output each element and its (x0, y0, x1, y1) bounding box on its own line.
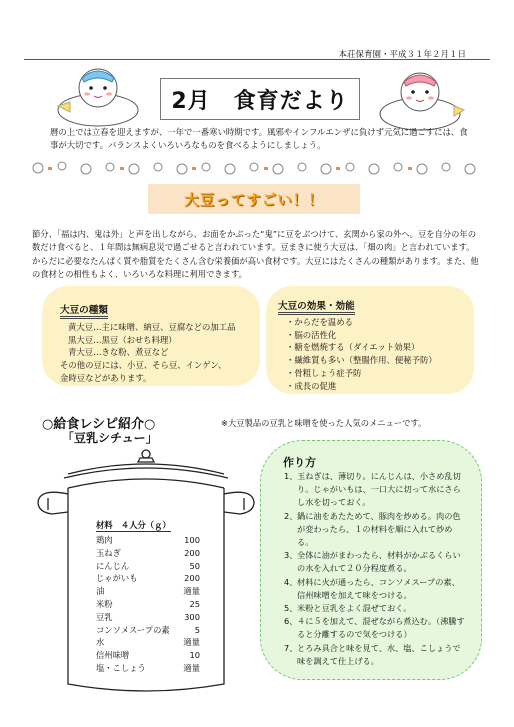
soybean-description: 節分、「福は内、鬼は外」と声を出しながら、お面をかぶった“鬼”に豆をぶつけて、玄関から家の外へ。豆を自分の年の数だけ食べると、１年間は無病息災で過ごせると言われています。豆まきに使う大豆は、「畑の肉」と言われています。からだに必要なたんぱく質や脂質をたくさん含む栄養価が高い食材です。大豆にはたくさんの種類があります。また、他の食材との相性もよく、いろいろな料理に利用できます。 (32, 229, 479, 280)
section-banner: 大豆ってすごい！！ (148, 184, 360, 214)
step-item: 1、 玉ねぎは、薄切り。にんじんは、小さめ乱切り。じゃがいもは、一口大に切って水にさらし水を切っておく。 (284, 471, 461, 508)
snowman-icon (372, 70, 468, 132)
step-item: 6、 ４に５を加えて、混ぜながら煮込む。（沸騰すると分離するので気をつける） (284, 616, 465, 640)
steps-title: 作り方 (283, 456, 316, 469)
step-item: 4、 材料に火が通ったら、コンソメスープの素、信州味噌を加えて味をつける。 (284, 576, 460, 600)
step-item: 7、 とろみ具合と味を見て、水、塩、こしょうで味を調えて仕上げる。 (284, 642, 461, 666)
ingredient-row: じゃがいも 200 (96, 573, 200, 584)
types-line: その他の豆には、小豆、そら豆、インゲン、 (60, 360, 227, 371)
header-divider (24, 59, 490, 60)
recipe-name: 「豆乳シチュー」 (62, 431, 158, 445)
steps-list (284, 470, 466, 668)
soybean-types-panel (42, 286, 260, 386)
ingredient-list (96, 519, 200, 675)
ingredient-row: 油 適量 (96, 586, 200, 597)
effect-item: ・脳の活性化 (286, 329, 337, 340)
ingredient-row: 水 適量 (96, 637, 200, 648)
types-line: 黒大豆…黒豆（おせち料理） (68, 334, 177, 345)
soybean-effects-panel (266, 286, 474, 394)
snowman-icon (52, 66, 144, 128)
effect-item: ・成長の促進 (286, 380, 337, 391)
header-line: 本荘保育園・平成３１年２月１日 (338, 50, 466, 60)
ingredient-row: 塩・こしょう 適量 (96, 662, 200, 673)
ingredient-row: 豆乳 300 (96, 611, 200, 622)
step-item: 2、 鍋に油をあたためて、豚肉を炒める。肉の色が変わったら、１の材料を順に入れて炒める。 (284, 510, 461, 548)
ingredient-row: コンソメスープの素 5 (96, 624, 200, 635)
page-title: 2月 食育だより (160, 78, 360, 120)
step-item: 5、 米粉と豆乳をよく混ぜておく。 (284, 603, 412, 614)
effect-item: ・からだを温める (286, 317, 353, 327)
recipe-heading: ○給食レシピ紹介○ (42, 417, 156, 432)
ingredient-row: 玉ねぎ 200 (96, 547, 200, 558)
types-line: 青大豆…きな粉、煮豆など (68, 347, 169, 358)
ingredient-row: 鶏肉 100 (96, 535, 200, 545)
ingredient-row: 信州味噌 10 (96, 650, 200, 661)
intro-text: 暦の上では立春を迎えますが、一年で一番寒い時期です。風邪やインフルエンザに負けず元気に過ごすには、食事が大切です。バランスよくいろいろなものを食べるようにしましょう。 (50, 127, 468, 150)
step-item: 3、 全体に油がまわったら、材料がかぶるくらいの水を入れて２０分程度煮る。 (284, 550, 461, 574)
recipe-note: ※大豆製品の豆乳と味噌を使った人気のメニューです。 (221, 418, 427, 428)
ingredients-title: 材料 ４人分（ｇ） (96, 520, 171, 530)
effect-item: ・骨粗しょう症予防 (286, 367, 362, 378)
types-line: 黄大豆…主に味噌、納豆、豆腐などの加工品 (68, 322, 236, 332)
effect-item: ・糖を燃焼する（ダイエット効果） (286, 342, 420, 353)
types-title: 大豆の種類 (60, 302, 108, 319)
ingredient-row: にんじん 50 (96, 560, 200, 571)
snowflake-icon (28, 158, 488, 178)
ingredient-row: 米粉 25 (96, 598, 200, 609)
types-line: 金時豆などがあります。 (60, 372, 152, 383)
effect-item: ・繊維質も多い（整腸作用、便秘予防） (286, 355, 437, 366)
effects-title: 大豆の効果・効能 (278, 298, 355, 315)
